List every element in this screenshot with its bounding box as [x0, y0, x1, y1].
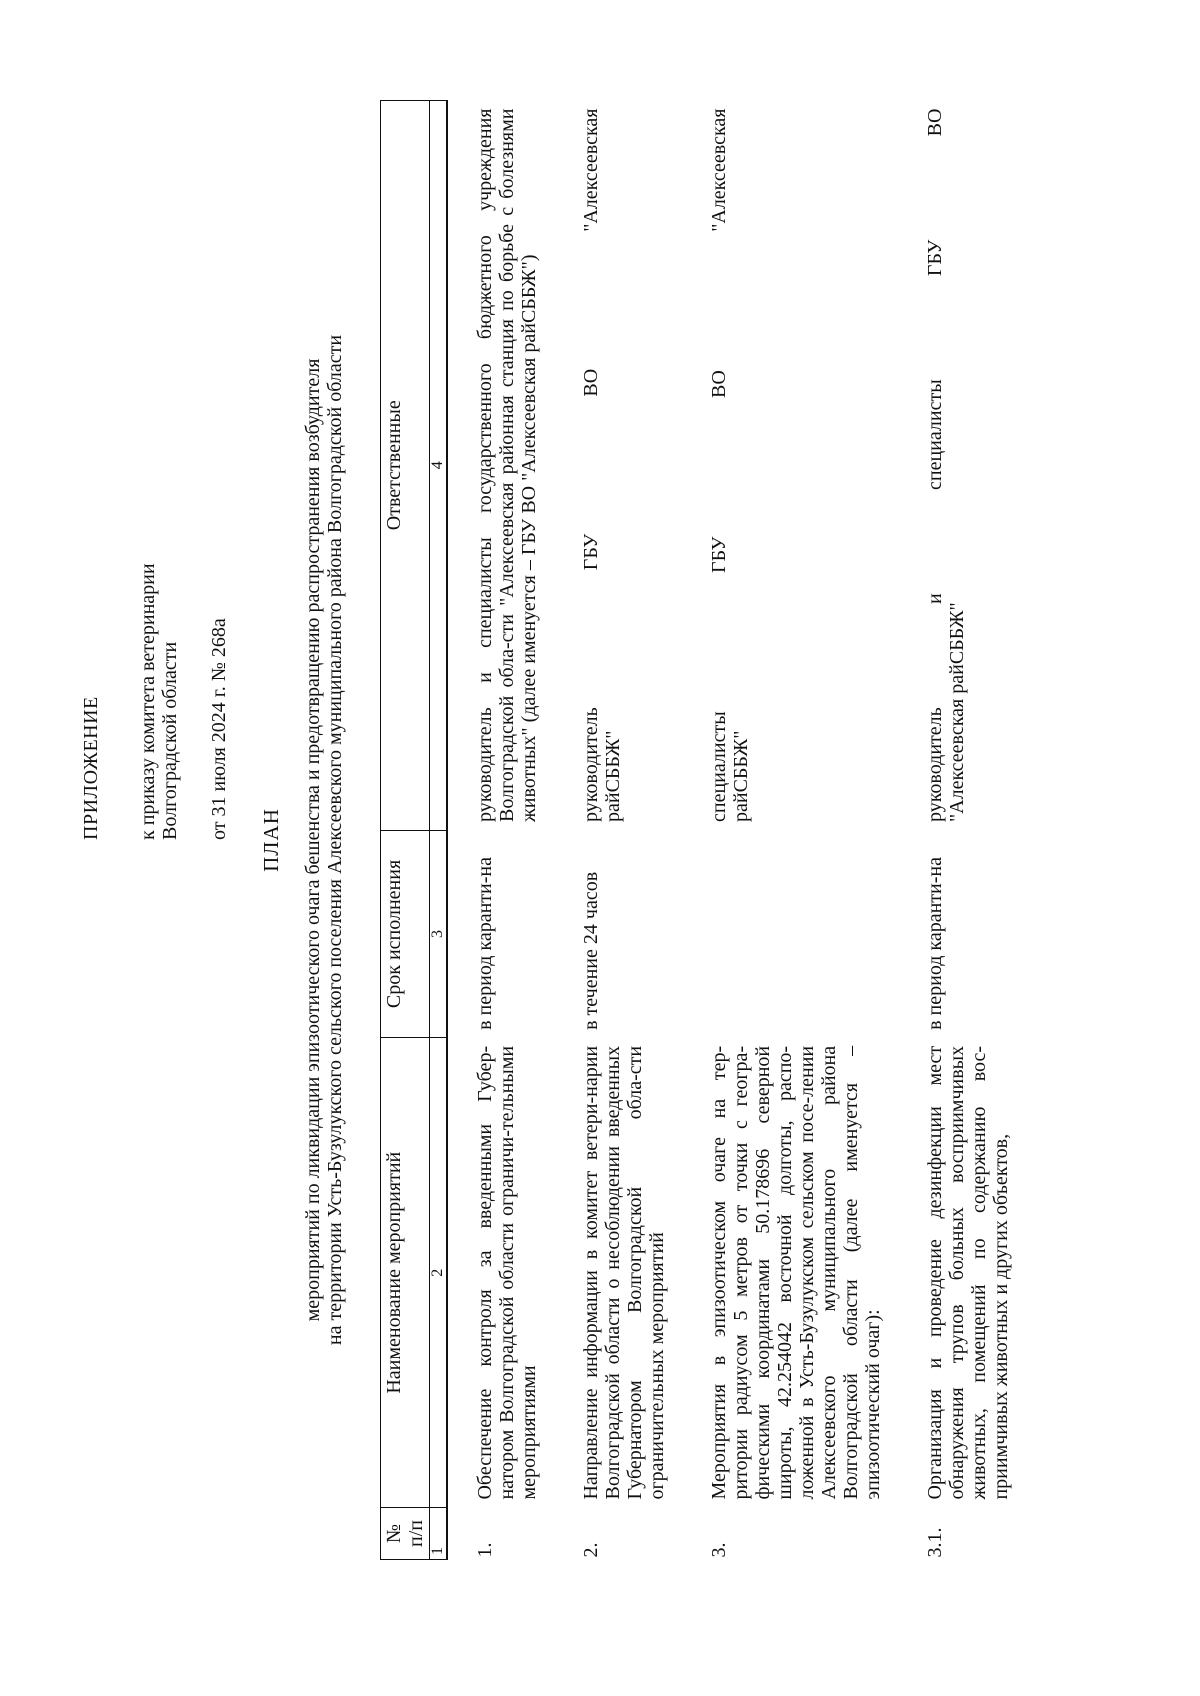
column-number: 2 — [430, 1038, 448, 1508]
appendix-line2: Волгоградской области — [159, 641, 181, 840]
responsible-word: ВО — [580, 368, 602, 397]
row-deadline: в период каранти-на — [474, 857, 496, 1030]
responsible-word: ГБУ — [924, 239, 946, 277]
row-num: 1. — [474, 1542, 496, 1558]
responsible-word: ГБУ — [708, 536, 730, 573]
responsible-word: специалисты — [708, 711, 730, 823]
row-responsible: руководитель и специалисты государственного бюджетного учреждения Волгоградской обла-сти "Алексеевская районная станция по борьбе с болезнями животных" (далее именуется – ГБУ ВО "Алексеевская райСББЖ") — [474, 108, 540, 823]
column-number: 3 — [430, 830, 448, 1038]
column-number: 4 — [430, 101, 448, 831]
responsible-word: "Алексеевская — [708, 108, 730, 232]
header-num: № п/п — [381, 1508, 430, 1560]
column-number-row — [430, 101, 448, 1560]
responsible-word: руководитель — [580, 707, 602, 823]
responsible-word: ВО — [924, 108, 946, 137]
row-num: 2. — [580, 1542, 602, 1558]
header-deadline: Срок исполнения — [381, 830, 430, 1038]
row-num: 3. — [708, 1542, 730, 1558]
responsible-word: "Алексеевская — [580, 108, 602, 232]
plan-subtitle-line2: на территории Усть-Бузулукского сельского поселения Алексеевского муниципального района Волгоградской области — [324, 334, 346, 1346]
responsible-word: руководитель — [924, 707, 946, 823]
row-name: Направление информации в комитет ветери-нарии Волгоградской области о несоблюдении введенных Губернатором Волгоградской обла-сти ограничительных мероприятий — [580, 1045, 668, 1500]
appendix-title: ПРИЛОЖЕНИЕ — [80, 696, 102, 840]
table-row — [898, 101, 1026, 1560]
row-responsible — [682, 101, 898, 831]
row-responsible — [898, 101, 1026, 831]
responsible-word: ГБУ — [580, 533, 602, 571]
plan-title: ПЛАН — [259, 808, 283, 872]
responsible-word: специалисты — [924, 379, 946, 491]
row-name: Мероприятия в эпизоотическом очаге на тер-ритории радиусом 5 метров от точки с геогра-фическими координатами 50.178696 северной широты, 42.254042 восточной долготы, распо-ложенной в Усть-Бузулукском сельском посе-лении Алексеевского муниципального района Волгоградской области (далее именуется – эпизоотический очаг): — [708, 1045, 884, 1500]
rotated-document — [80, 80, 1140, 1600]
row-deadline: в течение 24 часов — [580, 871, 602, 1030]
responsible-tail: райСББЖ" — [602, 730, 624, 823]
responsible-line — [580, 109, 602, 823]
row-name: Организация и проведение дезинфекции мест обнаружения трупов больных восприимчивых животных, помещений по содержанию вос-приимчивых животных и других объектов, — [924, 1045, 1012, 1500]
table-row — [682, 101, 898, 1560]
row-num: 3.1. — [924, 1527, 946, 1558]
responsible-tail: "Алексеевская райСББЖ" — [946, 602, 968, 823]
row-responsible — [554, 101, 682, 831]
table-row — [447, 101, 554, 1560]
responsible-tail: райСББЖ" — [730, 730, 752, 823]
appendix-line1: к приказу комитета ветеринарии — [137, 563, 159, 840]
responsible-line — [924, 109, 946, 823]
plan-subtitle-line1: мероприятий по ликвидации эпизоотического очага бешенства и предотвращению распространения возбудителя — [302, 358, 324, 1322]
column-number: 1 — [430, 1508, 448, 1560]
row-deadline: в период каранти-на — [924, 857, 946, 1030]
table-header-row — [381, 101, 430, 1560]
responsible-word: и — [924, 593, 946, 604]
header-responsible: Ответственные — [381, 101, 430, 831]
appendix-date: от 31 июля 2024 г. № 268а — [208, 618, 230, 840]
row-name: Обеспечение контроля за введенными Губер-натором Волгоградской области ограничи-тельными мероприятиями — [474, 1045, 540, 1500]
responsible-line — [708, 109, 730, 823]
table-row — [554, 101, 682, 1560]
responsible-word: ВО — [708, 370, 730, 398]
row-deadline — [682, 830, 898, 1038]
header-name: Наименование мероприятий — [381, 1038, 430, 1508]
plan-table — [380, 100, 1026, 1560]
